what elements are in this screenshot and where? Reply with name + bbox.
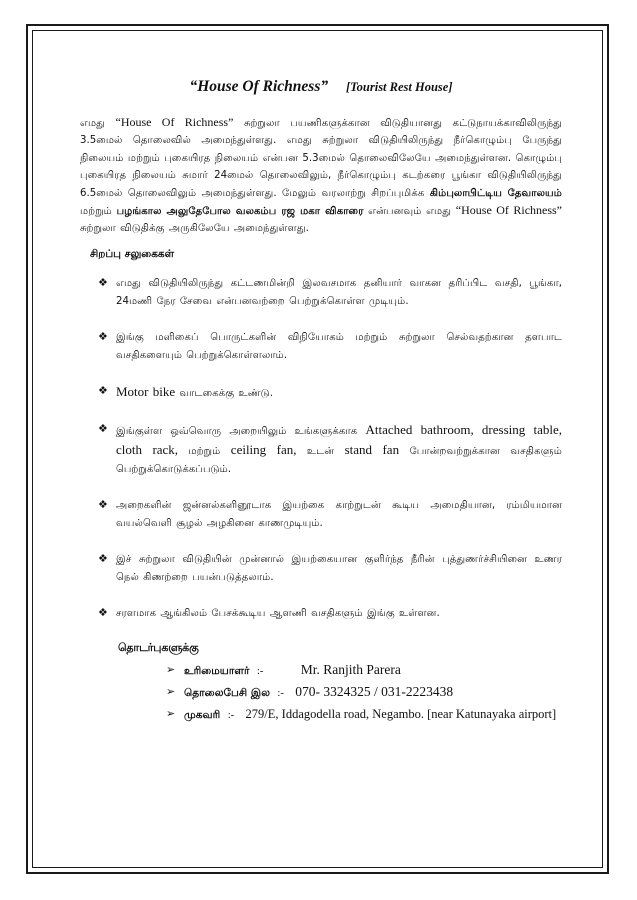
intro-english-name-2: “House Of Richness” <box>455 203 563 218</box>
address-separator: :- <box>227 709 235 721</box>
feature-text <box>116 421 562 479</box>
features-list <box>80 275 562 623</box>
feature-text: இச் சுற்றுலா விடுதியின் முன்னால் இயற்கையான குளிர்ந்த நீரின் புத்துணர்ச்சியினை உணர நெல் கிணற்றை பயன்படுத்தலாம். <box>116 553 562 583</box>
diamond-bullet-icon: ❖ <box>98 605 108 619</box>
feature-item <box>80 329 562 365</box>
feature-item <box>80 383 562 403</box>
document-title <box>80 78 562 96</box>
diamond-bullet-icon: ❖ <box>98 275 108 289</box>
feature-rooms-ta-4: போன்றவற்றுக்கான வசதிகளும் பெற்றுக்கொடுக்கப்படும். <box>116 445 562 475</box>
intro-bold-temple: பழங்கால அலுதேபோல வலகம்ப ரஜ மகா விகாரை <box>116 206 364 218</box>
diamond-bullet-icon: ❖ <box>98 421 108 435</box>
intro-text-5: சுற்றுலா விடுதிக்கு அருகிலேயே அமைந்துள்ளது. <box>80 223 309 235</box>
feature-text: எமது விடுதியிலிருந்து கட்டணமின்றி இலவசமாக தனியார் வாகன தரிப்பிட வசதி, பூங்கா, 24மணி நேர சேவை என்பனவற்றை பெற்றுக்கொள்ள முடியும். <box>116 277 562 307</box>
feature-motorbike-ta: வாடகைக்கு உண்டு. <box>179 387 274 399</box>
phone-label: தொலைபேசி இல <box>184 686 270 699</box>
title-name: “House Of Richness” <box>189 78 329 95</box>
feature-rooms-ta-2: மற்றும் <box>188 445 221 457</box>
contact-phone <box>80 682 562 704</box>
feature-rooms-en-2: ceiling fan, <box>230 441 297 457</box>
intro-text-1: எமது <box>80 118 105 129</box>
contacts-list <box>80 660 562 726</box>
owner-label: உரிமையாளர் <box>184 664 250 677</box>
document-page <box>80 66 562 726</box>
feature-item <box>80 497 562 533</box>
feature-motorbike-en: Motor bike <box>116 383 176 399</box>
owner-value: Mr. Ranjith Parera <box>300 661 401 677</box>
feature-item <box>80 275 562 311</box>
arrow-bullet-icon: ➢ <box>166 684 176 698</box>
feature-rooms-ta-3: உடன் <box>306 445 335 457</box>
diamond-bullet-icon: ❖ <box>98 497 108 511</box>
feature-rooms-ta-1: இங்குள்ள ஒவ்வொரு அறையிலும் உங்களுக்காக <box>116 425 358 437</box>
feature-rooms-en-1: Attached bathroom, dressing table, cloth rack, <box>116 421 562 457</box>
feature-text: அறைகளின் ஜன்னல்களினூடாக இயற்கை காற்றுடன் கூடிய அமைதியான, ரம்மியமான வயல்வெளி சூழல் அழகினை காணமுடியும். <box>116 499 562 529</box>
contact-address <box>80 704 562 726</box>
feature-text: இங்கு மளிகைப் பொருட்களின் விநியோகம் மற்றும் சுற்றுலா செல்வதற்கான தளபாட வசதிகளையும் பெற்றுக்கொள்ளலாம். <box>116 331 562 361</box>
diamond-bullet-icon: ❖ <box>98 383 108 397</box>
intro-text-4: என்பனவும் எமது <box>368 206 452 218</box>
address-label: முகவரி <box>184 708 221 721</box>
diamond-bullet-icon: ❖ <box>98 329 108 343</box>
contact-owner <box>80 660 562 682</box>
intro-paragraph <box>80 114 562 238</box>
address-value: 279/E, Iddagodella road, Negambo. [near Katunayaka airport] <box>245 706 557 721</box>
contacts-heading: தொடர்புகளுக்கு <box>118 640 199 654</box>
feature-item <box>80 605 562 623</box>
arrow-bullet-icon: ➢ <box>166 706 176 720</box>
features-heading: சிறப்பு சலுகைகள் <box>90 247 175 260</box>
feature-text <box>116 383 562 403</box>
phone-separator: :- <box>277 687 284 699</box>
feature-rooms-en-3: stand fan <box>344 441 400 457</box>
arrow-bullet-icon: ➢ <box>166 662 176 676</box>
feature-text: சரளமாக ஆங்கிலம் பேசக்கூடிய ஆளணி வசதிகளும் இங்கு உள்ளன. <box>116 607 440 619</box>
feature-item <box>80 551 562 587</box>
title-subtitle: [Tourist Rest House] <box>346 80 453 94</box>
intro-text-3: மற்றும் <box>80 206 112 218</box>
feature-item <box>80 421 562 479</box>
intro-bold-church: கிம்புலாபிட்டிய தேவாலயம் <box>429 187 562 199</box>
phone-value: 070- 3324325 / 031-2223438 <box>295 683 454 699</box>
intro-english-name-1: “House Of Richness” <box>115 115 234 129</box>
diamond-bullet-icon: ❖ <box>98 551 108 565</box>
owner-separator: :- <box>256 665 264 677</box>
intro-text-2: சுற்றுலா பயணிகளுக்கான விடுதியானது கட்டுநாயக்காவிலிருந்து 3.5மைல் தொலைவில் அமைந்துள்ளது. எமது சுற்றுலா விடுதியிலிருந்து நீர்கொழும்பு பேருந்து நிலையம் மற்றும் புகையிரத நிலையம் என்பன 5.3மைல் தொலைவிலேயே அமைந்துள்ளன. கொழும்பு புகையிரத நிலையம் சுமார் 24மைல் தொலைவிலும், நீர்கொழும்பு கடற்கரை பூங்கா விடுதியிலிருந்து 6.5மைல் தொலைவிலும் அமைந்துள்ளது. மேலும் வரலாற்று சிறப்புமிக்க <box>80 118 562 199</box>
